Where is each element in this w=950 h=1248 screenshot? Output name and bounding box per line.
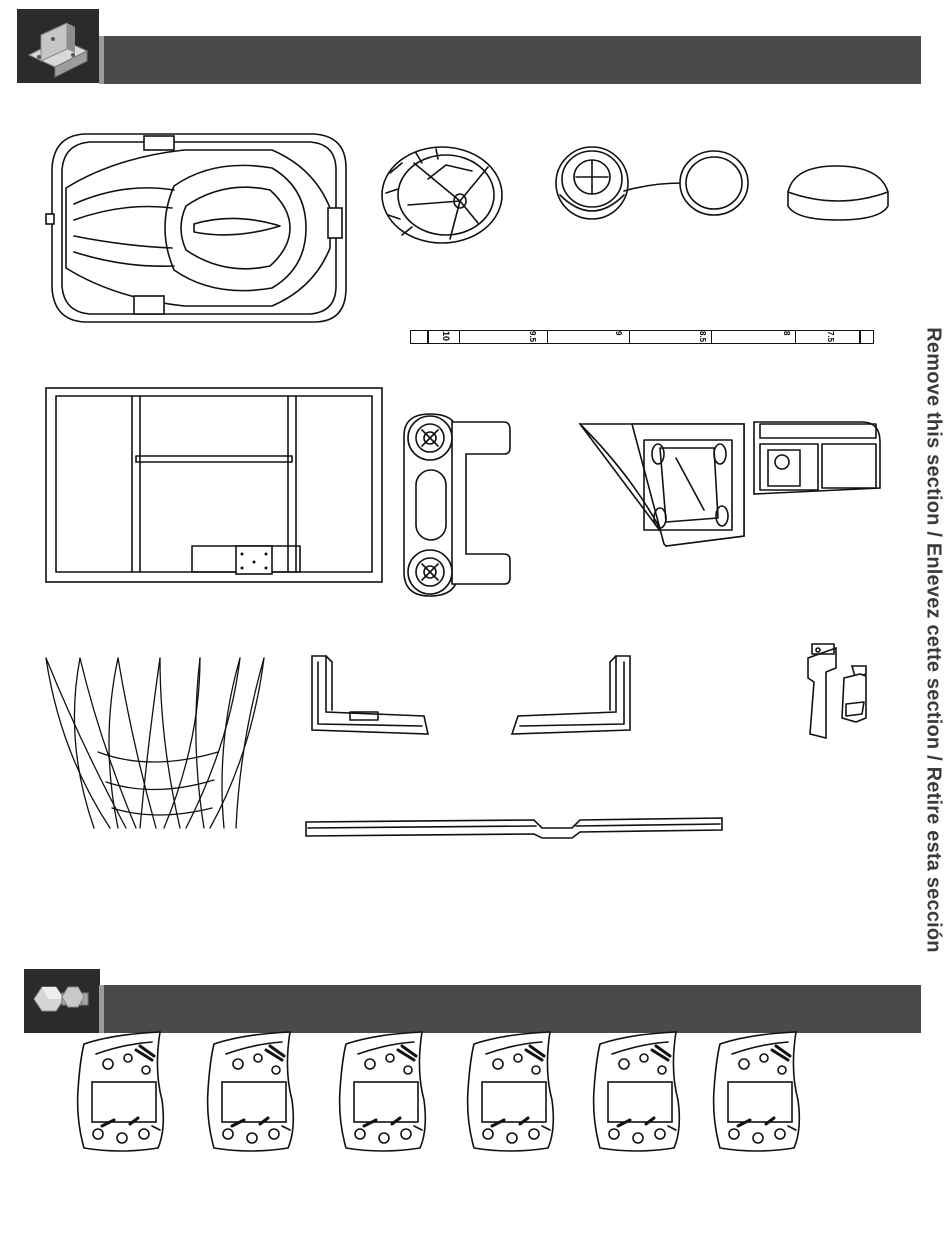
height-ruler [410,330,874,344]
hardware-section-bar [99,985,921,1033]
parts-section-icon-box [17,9,99,83]
dome-cap-part [784,162,894,224]
mount-bracket-part [750,418,886,500]
left-brace-part [306,652,436,738]
wheel-part [376,143,506,247]
corner-clip-part [838,670,868,714]
wheel-frame-part [400,408,512,600]
long-rail-part [304,812,724,842]
hardware-pack [590,1030,686,1150]
right-brace-part [506,652,636,738]
ruler-mark: 8.5 [698,331,707,343]
base-tank-part [44,128,350,328]
ruler-mark: 10 [441,331,451,342]
ruler-mark: 8 [782,331,791,336]
hardware-section-icon-box [24,969,100,1033]
remove-section-note [918,310,948,970]
remove-section-text: Remove this section / Enlevez cette section / Retire esta sección [922,327,945,953]
fill-cap-part [552,143,762,227]
hardware-pack [204,1030,300,1150]
hardware-pack [710,1030,806,1150]
parts-section-bar [99,36,921,84]
bolt-nut-icon [24,969,100,1033]
ruler-mark: 9.5 [528,331,537,343]
net-part [40,652,270,830]
bracket-icon [17,9,99,83]
hardware-pack [336,1030,432,1150]
hardware-pack [74,1030,170,1150]
hardware-pack [464,1030,560,1150]
hook-clip-part [806,638,838,748]
angle-bracket-part [574,418,752,550]
ruler-mark: 9 [614,331,623,336]
backboard-part [44,386,386,586]
ruler-mark: 7.5 [826,331,835,343]
